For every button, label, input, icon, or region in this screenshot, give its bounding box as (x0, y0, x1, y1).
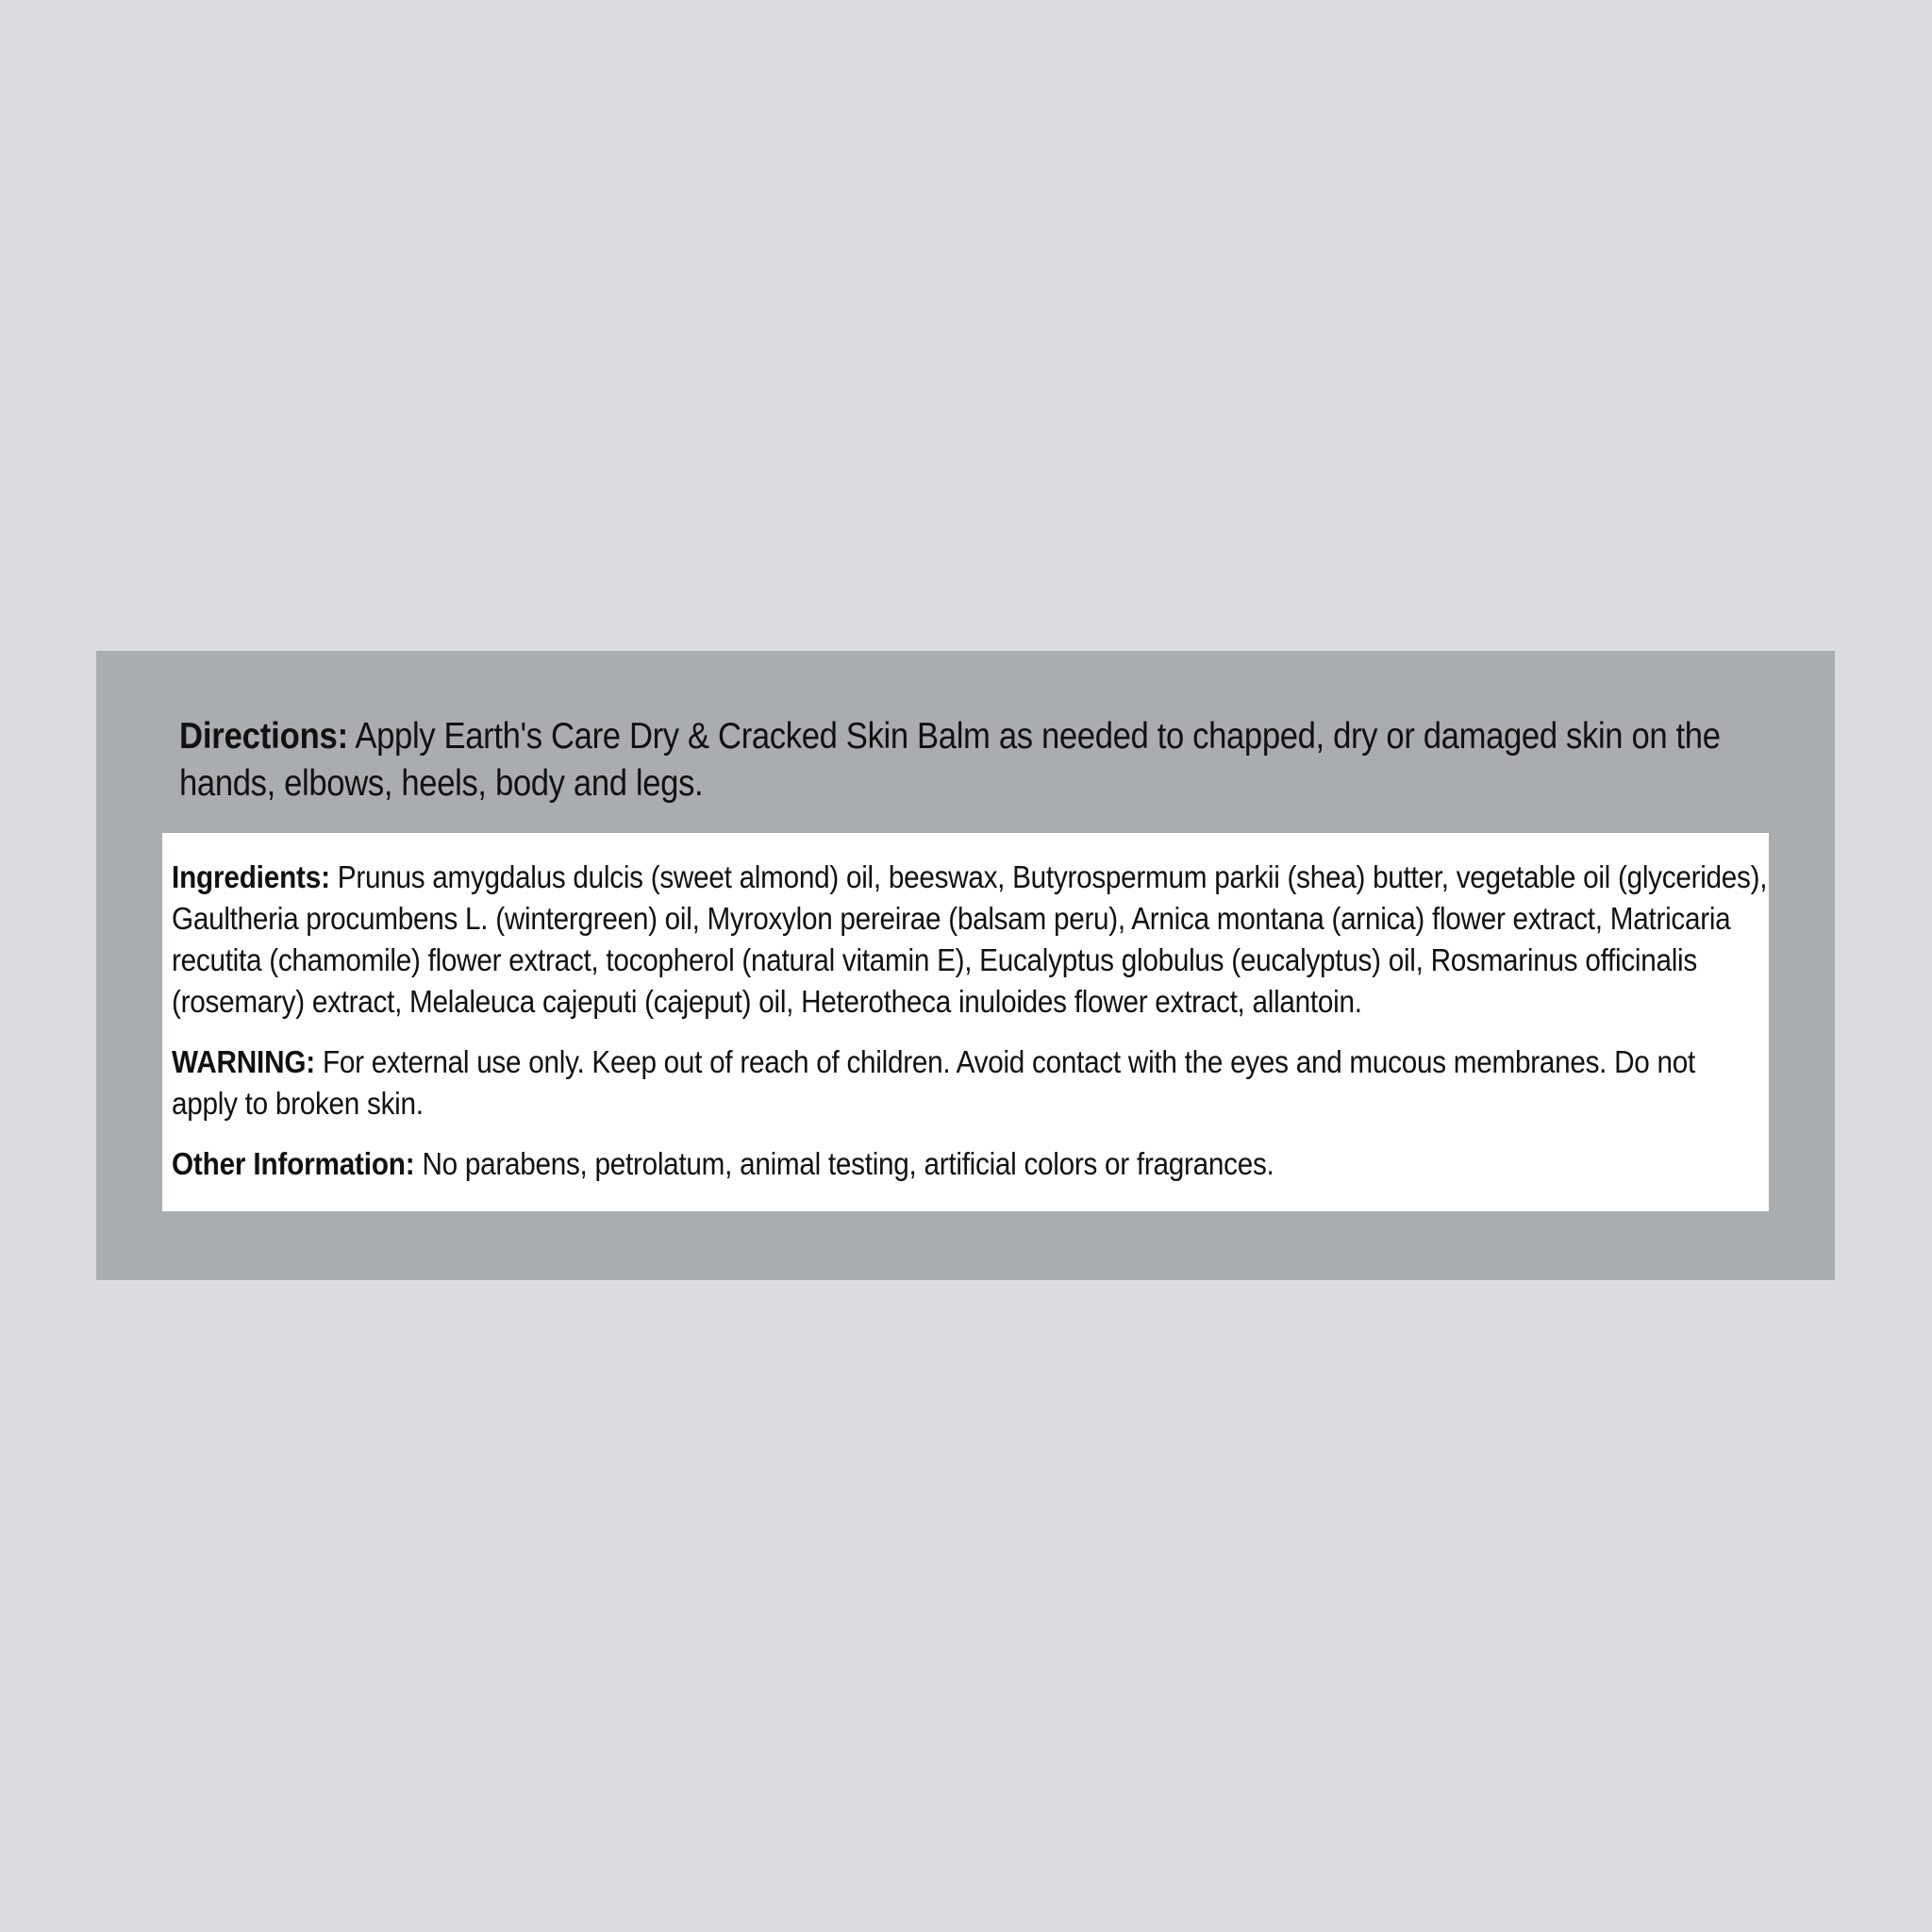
directions-label: Directions: (179, 716, 349, 757)
warning-label: WARNING: (172, 1044, 316, 1079)
other-information-text: No parabens, petrolatum, animal testing, artificial colors or fragrances. (414, 1146, 1274, 1181)
warning-text: For external use only. Keep out of reach of children. Avoid contact with the eyes and mucous membranes. Do not apply to broken skin. (172, 1044, 1696, 1121)
other-information-label: Other Information: (172, 1146, 415, 1181)
info-content (172, 857, 1768, 1185)
directions-paragraph (179, 713, 1792, 808)
info-box (162, 833, 1769, 1211)
warning-paragraph (172, 1041, 1768, 1124)
other-information-paragraph (172, 1143, 1768, 1185)
label-panel (96, 651, 1835, 1280)
ingredients-paragraph (172, 857, 1768, 1023)
ingredients-label: Ingredients: (172, 859, 330, 894)
directions-text: Apply Earth's Care Dry & Cracked Skin Balm as needed to chapped, dry or damaged skin on the hands, elbows, heels, body and legs. (179, 716, 1721, 804)
ingredients-text: Prunus amygdalus dulcis (sweet almond) oil, beeswax, Butyrospermum parkii (shea) butter, vegetable oil (glycerides), Gaultheria procumbens L. (wintergreen) oil, Myroxylon pereirae (balsam peru), Arnica montana (arnica) flower extract, Matricaria recutita (chamomile) flower extract, tocopherol (natural vitamin E), Eucalyptus globulus (eucalyptus) oil, Rosmarinus officinalis (rosemary) extract, Melaleuca cajeputi (cajeput) oil, Heterotheca inuloides flower extract, allantoin. (172, 859, 1768, 1019)
